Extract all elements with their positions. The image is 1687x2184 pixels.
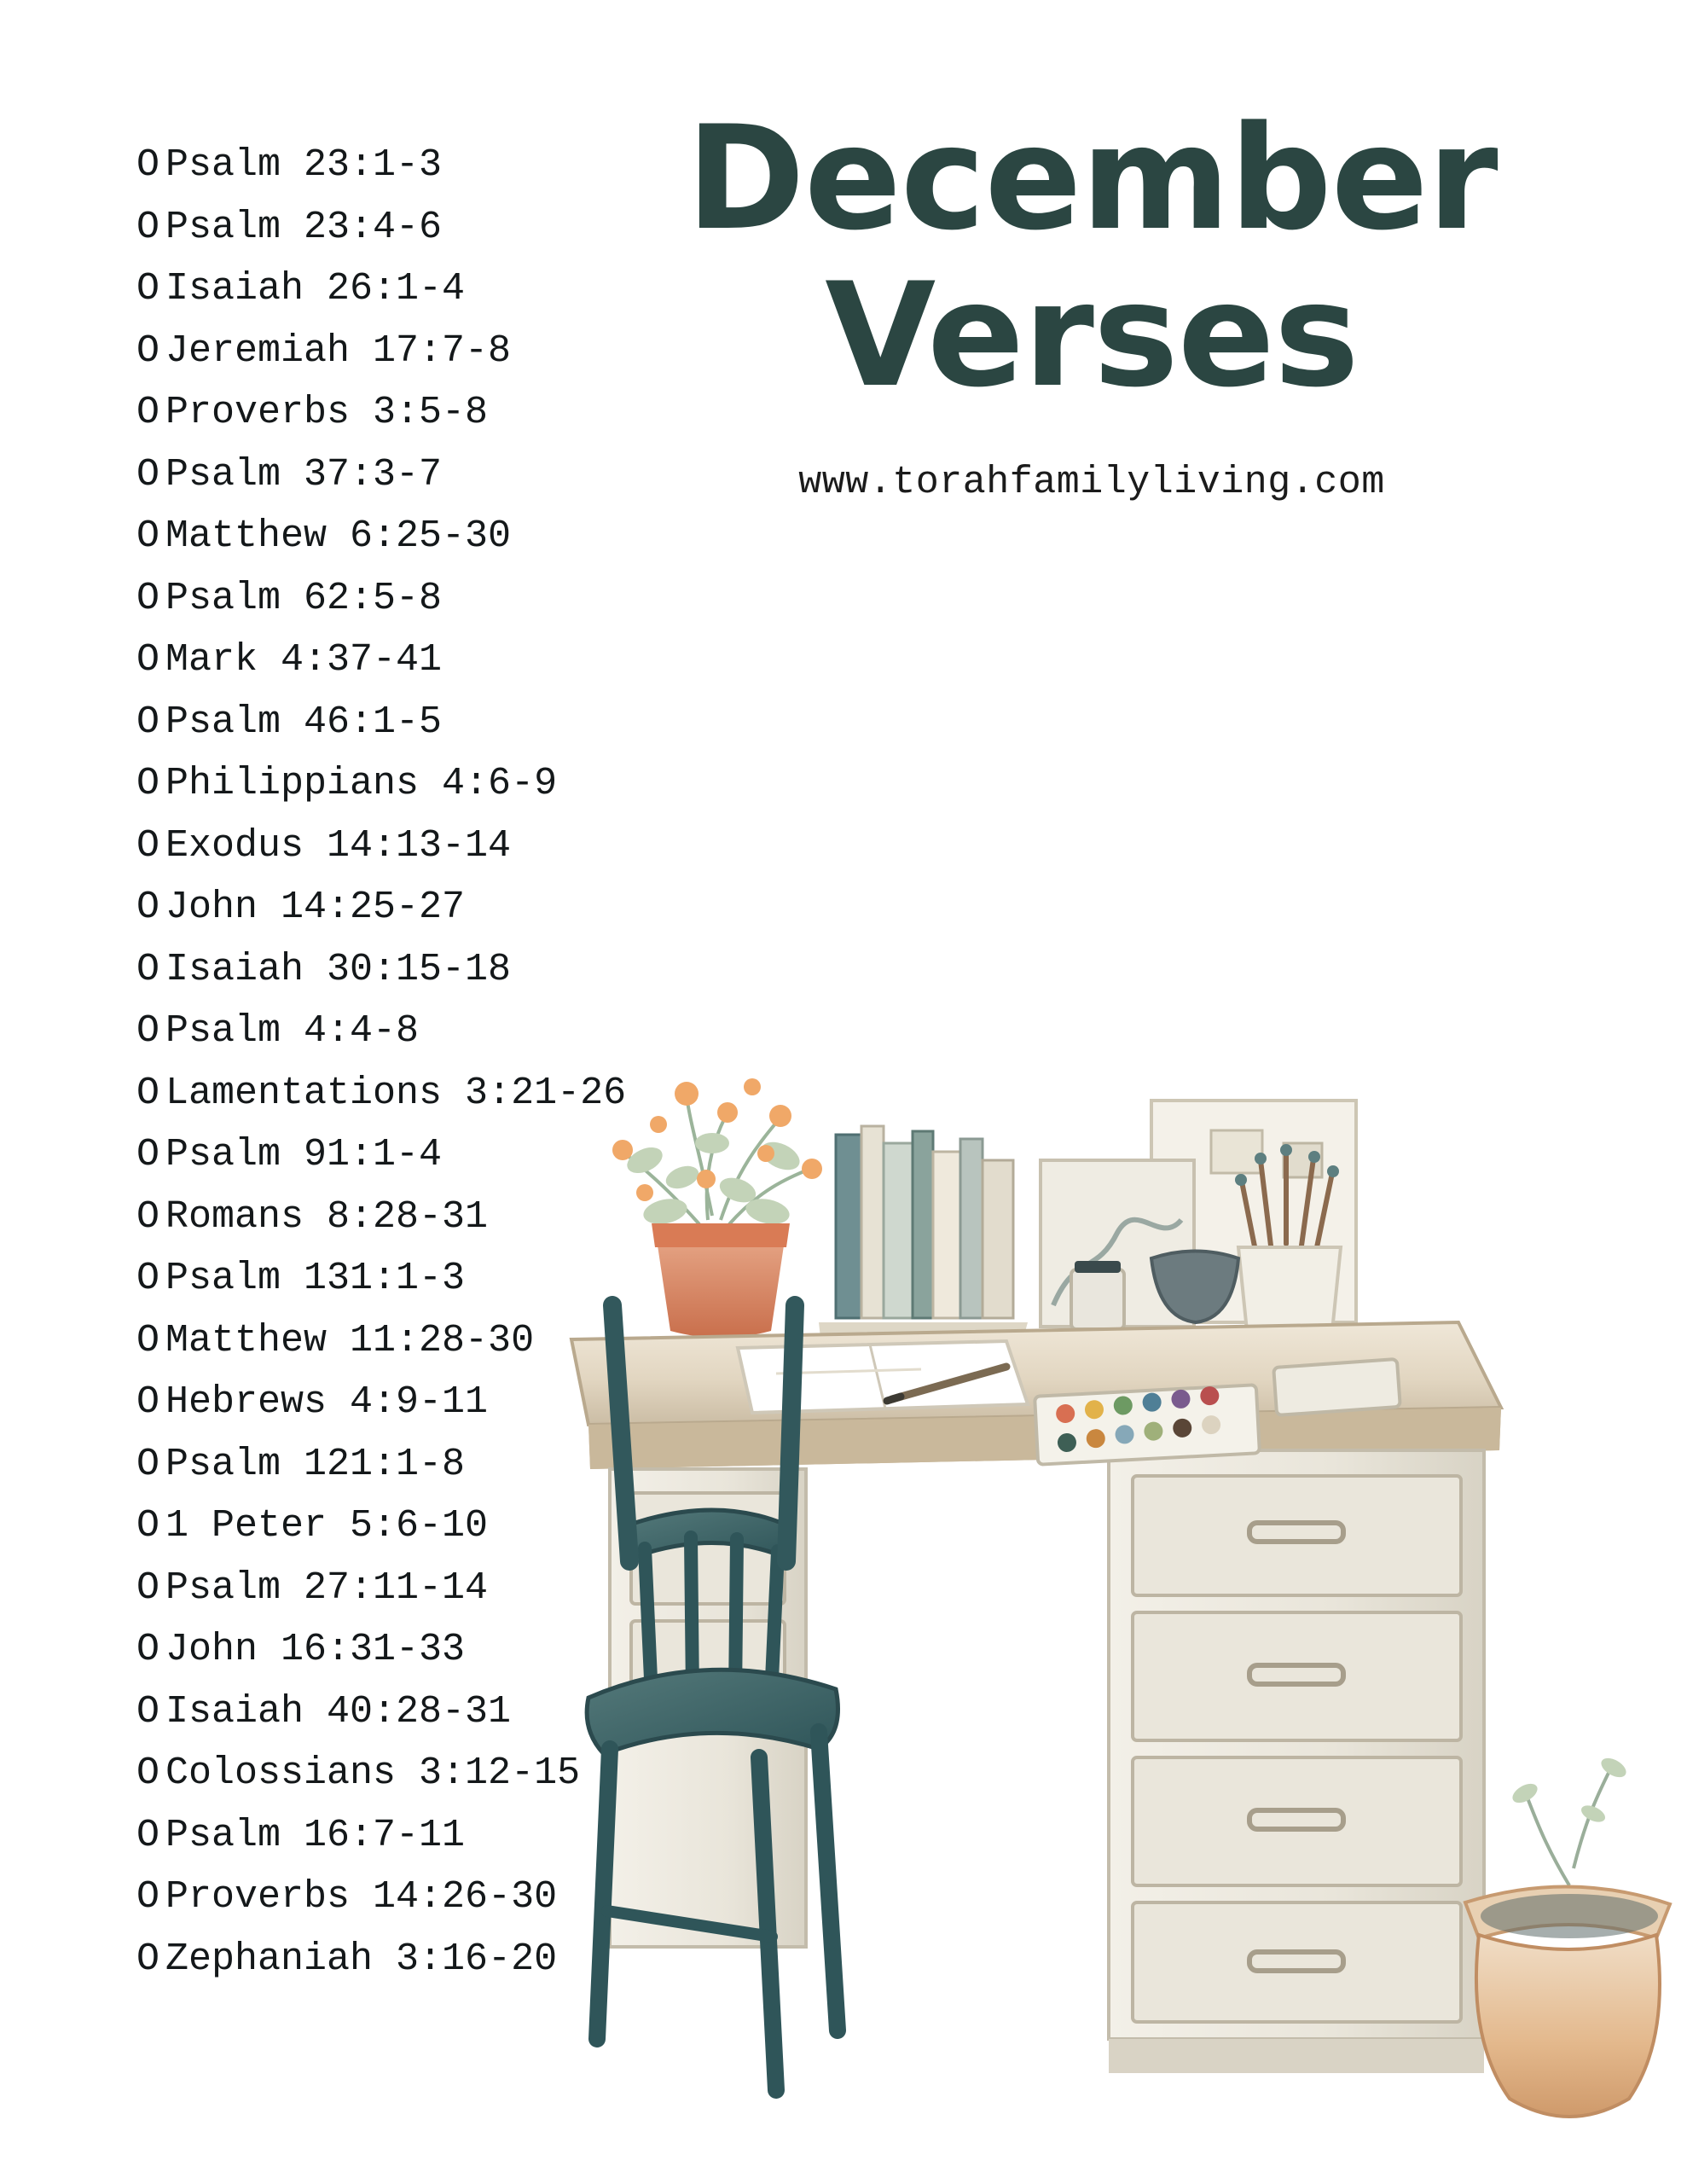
checkbox-icon[interactable]: O xyxy=(136,1751,160,1795)
verse-label: Colossians 3:12-15 xyxy=(165,1751,581,1795)
checkbox-icon[interactable]: O xyxy=(136,267,160,311)
checkbox-icon[interactable]: O xyxy=(136,1565,160,1610)
verse-label: 1 Peter 5:6-10 xyxy=(165,1504,489,1548)
list-item[interactable] xyxy=(136,197,751,259)
clay-pot xyxy=(1465,1754,1670,2117)
checkbox-icon[interactable]: O xyxy=(136,823,160,868)
checkbox-icon[interactable]: O xyxy=(136,1257,160,1300)
list-item[interactable] xyxy=(136,135,751,197)
checkbox-icon[interactable]: O xyxy=(136,143,160,187)
checkbox-icon[interactable]: O xyxy=(136,576,160,620)
checkbox-icon[interactable]: O xyxy=(136,947,160,991)
checkbox-icon[interactable]: O xyxy=(136,1442,160,1486)
stack-of-books xyxy=(819,1126,1028,1338)
verse-label: Hebrews 4:9-11 xyxy=(165,1380,489,1424)
verse-label: Psalm 23:4-6 xyxy=(165,205,443,249)
verse-label: Lamentations 3:21-26 xyxy=(165,1071,627,1115)
verse-label: Proverbs 3:5-8 xyxy=(165,391,489,434)
desk-illustration-svg xyxy=(563,1049,1680,2184)
verse-label: Matthew 11:28-30 xyxy=(165,1318,535,1362)
verse-label: Psalm 91:1-4 xyxy=(165,1133,443,1176)
verse-label: Matthew 6:25-30 xyxy=(165,514,512,558)
list-item[interactable] xyxy=(136,630,751,692)
verse-label: Psalm 62:5-8 xyxy=(165,576,443,620)
checkbox-icon[interactable]: O xyxy=(136,886,160,929)
verse-label: Philippians 4:6-9 xyxy=(165,762,558,805)
checkbox-icon[interactable]: O xyxy=(136,700,160,744)
list-item[interactable] xyxy=(136,816,751,878)
list-item[interactable] xyxy=(136,877,751,939)
verse-label: Exodus 14:13-14 xyxy=(165,823,512,868)
list-item[interactable] xyxy=(136,692,751,754)
website-url: www.torahfamilyliving.com xyxy=(798,461,1385,505)
verse-label: John 14:25-27 xyxy=(165,886,466,929)
checkbox-icon[interactable]: O xyxy=(136,1813,160,1857)
checkbox-icon[interactable]: O xyxy=(136,1009,160,1053)
checkbox-icon[interactable]: O xyxy=(136,452,160,497)
page-title-line-1: December xyxy=(686,95,1498,262)
list-item[interactable] xyxy=(136,444,751,507)
checkbox-icon[interactable]: O xyxy=(136,1133,160,1176)
checkbox-icon[interactable]: O xyxy=(136,1504,160,1548)
desk-illustration xyxy=(563,1049,1680,2184)
verse-label: Psalm 121:1-8 xyxy=(165,1442,466,1486)
verse-label: Psalm 4:4-8 xyxy=(165,1009,420,1053)
checkbox-icon[interactable]: O xyxy=(136,1380,160,1424)
checkbox-icon[interactable]: O xyxy=(136,1937,160,1981)
verse-label: Romans 8:28-31 xyxy=(165,1194,489,1239)
checkbox-icon[interactable]: O xyxy=(136,391,160,434)
page-title-line-2: Verses xyxy=(825,252,1359,420)
list-item[interactable] xyxy=(136,568,751,630)
checkbox-icon[interactable]: O xyxy=(136,328,160,373)
checkbox-icon[interactable]: O xyxy=(136,1875,160,1919)
checkbox-icon[interactable]: O xyxy=(136,1194,160,1239)
checkbox-icon[interactable]: O xyxy=(136,1318,160,1362)
list-item[interactable] xyxy=(136,506,751,568)
verse-label: Isaiah 40:28-31 xyxy=(165,1689,512,1734)
checkbox-icon[interactable]: O xyxy=(136,638,160,682)
verse-label: Psalm 46:1-5 xyxy=(165,700,443,744)
list-item[interactable] xyxy=(136,321,751,383)
verse-label: Psalm 16:7-11 xyxy=(165,1813,466,1857)
list-item[interactable] xyxy=(136,382,751,444)
verse-label: John 16:31-33 xyxy=(165,1628,466,1671)
verse-label: Jeremiah 17:7-8 xyxy=(165,328,512,373)
checkbox-icon[interactable]: O xyxy=(136,1689,160,1734)
checkbox-icon[interactable]: O xyxy=(136,514,160,558)
checkbox-icon[interactable]: O xyxy=(136,762,160,805)
verse-label: Psalm 131:1-3 xyxy=(165,1257,466,1300)
list-item[interactable] xyxy=(136,939,751,1002)
verse-label: Psalm 27:11-14 xyxy=(165,1565,489,1610)
verse-label: Zephaniah 3:16-20 xyxy=(165,1937,558,1981)
checkbox-icon[interactable]: O xyxy=(136,1628,160,1671)
list-item[interactable] xyxy=(136,753,751,816)
checkbox-icon[interactable]: O xyxy=(136,1071,160,1115)
verse-label: Proverbs 14:26-30 xyxy=(165,1875,558,1919)
verse-label: Isaiah 30:15-18 xyxy=(165,947,512,991)
checkbox-icon[interactable]: O xyxy=(136,205,160,249)
verse-label: Mark 4:37-41 xyxy=(165,638,443,682)
verse-label: Psalm 23:1-3 xyxy=(165,143,443,187)
list-item[interactable] xyxy=(136,258,751,321)
verse-label: Isaiah 26:1-4 xyxy=(165,267,466,311)
verse-label: Psalm 37:3-7 xyxy=(165,452,443,497)
